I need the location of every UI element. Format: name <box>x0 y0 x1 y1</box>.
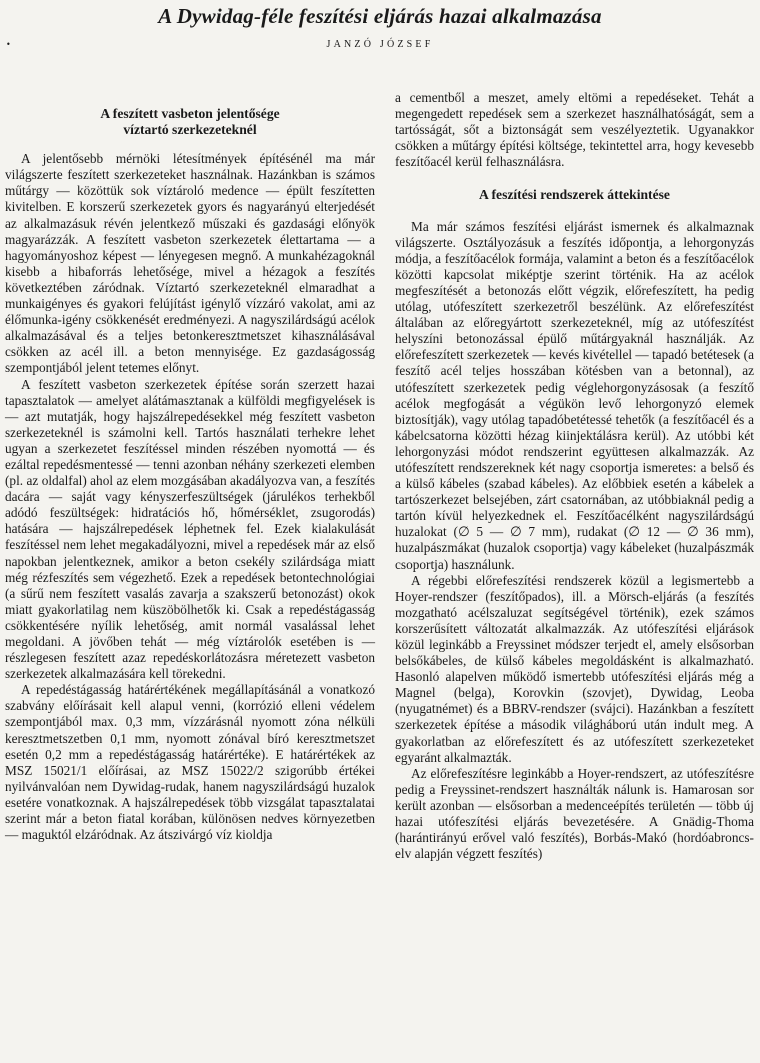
right-column <box>395 90 754 862</box>
article-author: JANZÓ JÓZSEF <box>326 39 434 50</box>
section1-heading-line2: víztartó szerkezeteknél <box>123 122 257 138</box>
section1-heading <box>5 106 375 138</box>
section2-paragraph: Az előrefeszítésre leginkább a Hoyer-rendszert, az utófeszítésre pedig a Freyssinet-rendszert használták nálunk is. Hamarosan sor került azonban — elsősorban a medenceépítés területén — több új hazai utófeszítési eljárás bevezetésére. A Gnädig-Thoma (harántirányú erővel való feszítés), Borbás-Makó (hordóabroncs-elv alapján végzett feszítés) <box>395 765 754 862</box>
left-column <box>5 106 375 843</box>
section2-paragraph: A régebbi előrefeszítési rendszerek közül a legismertebb a Hoyer-rendszer (feszítőpados), ill. a Mörsch-eljárás (a feszítés mozgatható acélszaluzat segítségével történik), ezek számos korszerűsített változatát alkalmazzák. Az utófeszítési eljárások közül leginkább a Freyssinet módszer terjedt el, amely elsősorban belsőkábeles, de külső kábeles megoldásként is alkalmazható. Hasonló alapelven működő ismertebb utófeszítési eljárás még a Magnel (belga), Korovkin (szovjet), Dywidag, Leoba (nyugatnémet) és a BBRV-rendszer (svájci). Hazánkban a feszített szerkezetek építése a második világháború után indult meg. A gyakorlatban az előrefeszített és az utófeszített szerkezeteket egyaránt alkalmazták. <box>395 572 754 765</box>
margin-bullet: • <box>6 40 11 49</box>
article-title: A Dywidag-féle feszítési eljárás hazai alkalmazása <box>158 4 602 28</box>
section2-paragraph: Ma már számos feszítési eljárást ismernek és alkalmaznak világszerte. Osztályozásuk a feszítés időpontja, a lehorgonyzás módja, a feszítőacélok formája, valamint a beton és a feszítőacélok közötti kapcsolat miképtje szerint történik. Ha az acélok megfeszítését a betonozás előtt végzik, előrefeszített, ha pedig utólag, utófeszített szerkezetről beszélünk. Az előrefeszítést általában az előregyártott szerkezeteknél, míg az utófeszítést helyszíni betonozással épülő műtárgyaknál használják. Az előrefeszített szerkezetek — kevés kivétellel — tapadó betétesek (a feszítő acél teljes hosszában kötésben van a betonnal), az utófeszített szerkezetek pedig véglehorgonyzásosak (a feszítő acélok megfogását a végükön levő lehorgonyzó elemek biztosítják), vagy utólag tapadóbetétessé tehetők (a feszítőacél és a kábelcsatorna közötti hézag kiinjektálásra kerül). Az utóbbi két lehorgonyzási módot rendszerint együttesen alkalmazzák. Az utófeszített rendszereknek két nagy csoportja ismeretes: a belső és a külső kábeles (szabad kábeles). Az előbbiek esetén a kábelek a tartószerkezet belsejében, zárt csatornában, az utóbbiaknál pedig a tartón kívül helyezkednek el. Feszítőacélként nagyszilárdságú huzalokat (∅ 5 — ∅ 7 mm), rudakat (∅ 12 — ∅ 36 mm), huzalpászmákat (huzalok csoportja) vagy kábeleket (huzalpászmák csoportja) használunk. <box>395 218 754 572</box>
continued-paragraph: a cementből a meszet, amely eltömi a repedéseket. Tehát a megengedett repedések sem a szerkezet használhatóságát, sem a tartósságát, sőt a biztonságát sem veszélyeztetik. Ugyanakkor csökken a műtárgy építési költsége, tekintettel arra, hogy kevesebb feszítőacél kerül felhasználásra. <box>395 90 754 170</box>
section1-paragraph: A jelentősebb mérnöki létesítmények építésénél ma már világszerte feszített szerkezeteket használnak. Hazánkban is számos műtárgy — közöttük sok víztároló medence — épült feszítetten kivitelben. E korszerű szerkezetek gyors és nagyarányú elterjedését az alkalmazásuk révén jelentkező műszaki és gazdasági előnyök magyarázzák. A feszített vasbeton szerkezetek élettartama — a hagyományoshoz képest — lényegesen megnő. A munkahézagoknál kisebb a hibaforrás lehetősége, mivel a hézagok a feszítés következtében záródnak. Víztartó szerkezeteknél elmaradhat a munkaigényes és gyakori felújítást igénylő vízzáró vakolat, ami az élőmunka-igény csökkenését eredményezi. A nagyszilárdságú acélok alkalmazásával és a teljes betonkeresztmetszet kihasználásával csökken az acél ill. a beton mennyisége. Ez gazdaságosság szempontjából jelent tetemes előnyt. <box>5 151 375 376</box>
section1-paragraph: A feszített vasbeton szerkezetek építése során szerzett hazai tapasztalatok — amelyet alátámasztanak a külföldi megfigyelések is — azt mutatják, hogy hajszálrepedésekkel még feszített vasbeton szerkezeteknél is számolni kell. Tartós használati terhekre lehet ugyan a szerkezetet feszítéssel minden részében nyomottá — és ezáltal repedésmentessé — tenni azonban néhány szerkezeti elemben (pl. az oldalfal) ahol az elem mozgásában akadályozva van, a feszítés dacára — saját vagy kényszerfeszültségek (járulékos terhekből adódó feszültségek: hidratációs hő, hőmérséklet, zsugorodás) hatására — hajszálrepedések léphetnek fel. Ezek kialakulását feszítéssel nem lehet megakadályozni, mivel a repedések már az első napokban jelentkeznek, amikor a beton csekély szilárdsága miatt még rézfeszítés sem végezhető. Ezek a repedések betontechnológiai (a sűrű nem feszített vasalás zavarja a szakszerű betonozást) okok miatt gyakorlatilag nem küszöbölhetők ki. Csak a repedéstágasság csökkentésére nyílik lehetőség, amit normál vasalással lehet megoldani. A jövőben tehát — még víztárolók esetében is — részlegesen feszített azaz repedéskorlátozásra méretezett vasbeton szerkezetek alkalmazására kell törekedni. <box>5 376 375 682</box>
section1-paragraph: A repedéstágasság határértékének megállapításánál a vonatkozó szabvány előírásait kell alapul venni, (korrózió elleni védelem szempontjából max. 0,3 mm, vízzárásnál nyomott zóna nélküli keresztmetszetben 0,1 mm, nyomott zónával bíró keresztmetszet esetén 0,2 mm a repedéstágasság határértéke). E határértékek az MSZ 15021/1 előírásai, az MSZ 15022/2 szigorúbb értékei nyilvánvalóan nem Dywidag-rudak, hanem nagyszilárdságú huzalok esetére vonatkoznak. A hajszálrepedések több vizsgálat tapasztalatai szerint már a beton fiatal korában, különösen nedves környezetben — maguktól elzáródnak. Az átszivárgó víz kioldja <box>5 682 375 843</box>
section2-heading: A feszítési rendszerek áttekintése <box>479 187 670 203</box>
section1-heading-line1: A feszített vasbeton jelentősége <box>100 106 280 121</box>
